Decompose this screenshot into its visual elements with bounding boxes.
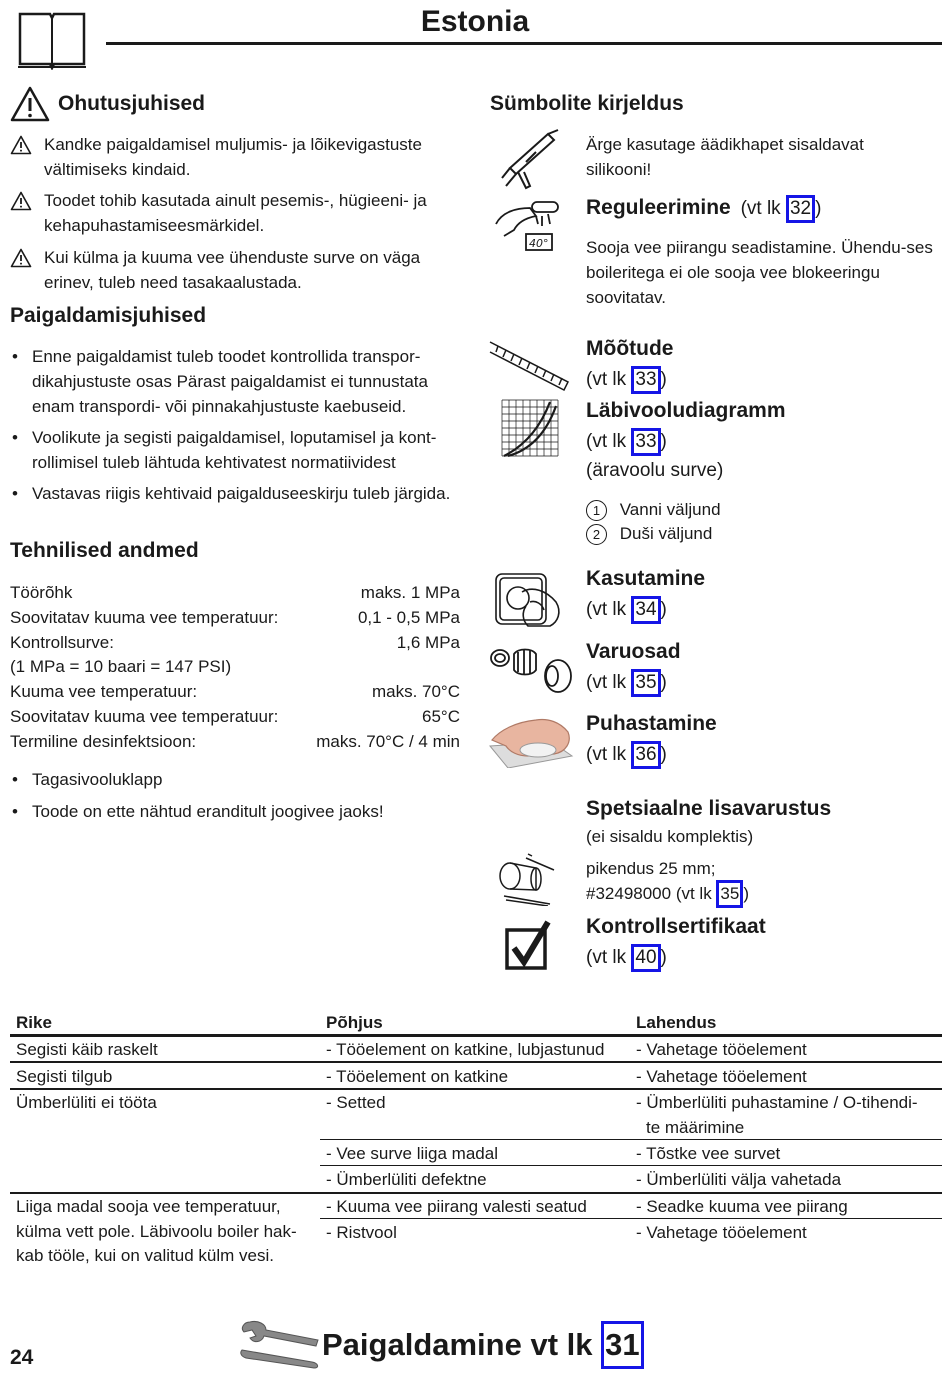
- safety-item-text: Kandke paigaldamisel muljumis- ja lõikevigastuste vältimiseks kindaid.: [44, 135, 422, 179]
- adjust-page-link[interactable]: 32: [786, 195, 815, 223]
- spares-ref-close: ): [660, 672, 667, 693]
- adjust-text: Sooja vee piirangu seadistamine. Ühendu-ses boileritega ei ole sooja vee blokeeringu soovitatav.: [586, 238, 933, 307]
- table-cell: te määrimine: [646, 1118, 745, 1137]
- circled-number-icon: 1: [586, 500, 607, 521]
- tech-bullet-text: Toode on ette nähtud eranditult joogivee jaoks!: [32, 802, 384, 821]
- spec-value: 0,1 - 0,5 MPa: [357, 608, 460, 627]
- certificate-title: Kontrollsertifikaat: [586, 915, 766, 938]
- flow-ref: [586, 428, 667, 456]
- operation-ref-text: (vt lk: [586, 599, 632, 620]
- accessory-page-link[interactable]: 35: [716, 880, 743, 908]
- silicone-warning: Ärge kasutage äädikhapet sisaldavat silikooni!: [586, 135, 864, 179]
- spares-title: Varuosad: [586, 640, 681, 663]
- bullet-icon: •: [12, 428, 18, 447]
- adjust-title: Reguleerimine: [586, 196, 731, 219]
- certificate-ref-text: (vt lk: [586, 947, 632, 968]
- dimensions-page-link[interactable]: 33: [631, 366, 660, 394]
- spec-value: 65°C: [422, 707, 460, 726]
- table-cell: Segisti käib raskelt: [16, 1040, 158, 1059]
- table-cell: - Vahetage tööelement: [636, 1040, 807, 1059]
- spec-value: maks. 70°C / 4 min: [316, 732, 460, 751]
- table-cell: Segisti tilgub: [16, 1067, 113, 1086]
- svg-text:40°: 40°: [529, 237, 549, 250]
- warning-large-icon: [10, 86, 50, 122]
- warning-icon: [10, 135, 32, 155]
- dimensions-ref-text: (vt lk: [586, 369, 632, 390]
- table-cell: - Tööelement on katkine, lubjastunud: [326, 1040, 605, 1059]
- spare-parts-icon: [488, 640, 574, 696]
- spec-row: [10, 654, 460, 679]
- table-header-fault: Rike: [16, 1013, 52, 1032]
- install-item-text: Enne paigaldamist tuleb toodet kontrollida transpor-dikahjustuste osas Pärast paigaldamist ei tunnustata enam transpordi- või pinnakahjustuste kaebuseid.: [32, 347, 428, 416]
- certificate-page-link[interactable]: 40: [631, 944, 660, 972]
- cleaning-page-link[interactable]: 36: [631, 741, 660, 769]
- table-rule: [10, 1061, 942, 1063]
- flow-chart-icon: [500, 398, 560, 458]
- ruler-icon: [488, 338, 570, 394]
- certificate-ref-close: ): [660, 947, 667, 968]
- flow-item-text: Vanni väljund: [619, 500, 721, 519]
- tech-bullet-text: Tagasivooluklapp: [32, 770, 163, 789]
- bullet-icon: •: [12, 484, 18, 503]
- install-reference: [322, 1320, 644, 1370]
- accessory-ref-text: #32498000 (vt lk: [586, 884, 717, 903]
- safety-item-text: Toodet tohib kasutada ainult pesemis-, hügieeni- ja kehapuhastamiseesmärkidel.: [44, 191, 427, 235]
- spec-row: [10, 679, 460, 704]
- adjust-heading: [586, 194, 821, 223]
- symbols-heading: Sümbolite kirjeldus: [490, 92, 684, 115]
- spec-label: (1 MPa = 10 baari = 147 PSI): [10, 657, 232, 676]
- spec-label: Soovitatav kuuma vee temperatuur:: [10, 608, 279, 627]
- caulking-gun-icon: [496, 128, 562, 192]
- spec-label: Soovitatav kuuma vee temperatuur:: [10, 707, 279, 726]
- header-rule: [106, 42, 942, 45]
- spares-ref-text: (vt lk: [586, 672, 632, 693]
- cleaning-hand-icon: [488, 712, 574, 768]
- table-cell: - Seadke kuuma vee piirang: [636, 1197, 848, 1216]
- flow-item: [586, 521, 712, 546]
- bullet-icon: •: [12, 802, 18, 821]
- table-cell: külma vett pole. Läbivoolu boiler hak-: [16, 1222, 297, 1241]
- spec-label: Kontrollsurve:: [10, 633, 114, 652]
- install-page-link[interactable]: 31: [601, 1321, 643, 1369]
- dimensions-ref-close: ): [660, 369, 667, 390]
- safety-heading: Ohutusjuhised: [58, 92, 205, 115]
- table-cell: - Ümberlüliti puhastamine / O-tihendi-: [636, 1093, 918, 1112]
- accessory-title: Spetsiaalne lisavarustus: [586, 797, 832, 820]
- extension-kit-icon: [496, 852, 560, 906]
- table-rule: [320, 1139, 942, 1140]
- spec-value: maks. 1 MPa: [360, 583, 460, 602]
- flow-sub: (äravoolu surve): [586, 460, 724, 481]
- flow-ref-text: (vt lk: [586, 431, 632, 452]
- accessory-line2: [586, 880, 749, 908]
- accessory-line1: pikendus 25 mm;: [586, 859, 716, 878]
- table-header-cause: Põhjus: [326, 1013, 383, 1032]
- spec-row: [10, 580, 460, 605]
- table-cell: - Tõstke vee survet: [636, 1144, 781, 1163]
- spec-label: Töörõhk: [10, 583, 73, 602]
- safety-item-text: Kui külma ja kuuma vee ühenduste surve on väga erinev, tuleb need tasakaalustada.: [44, 248, 421, 292]
- flow-ref-close: ): [660, 431, 667, 452]
- adjust-ref-close: ): [815, 198, 822, 219]
- dimensions-ref: [586, 366, 667, 394]
- operation-ref-close: ): [660, 599, 667, 620]
- spec-label: Kuuma vee temperatuur:: [10, 682, 198, 701]
- install-reference-text: Paigaldamine vt lk: [322, 1327, 602, 1362]
- bullet-icon: •: [12, 770, 18, 789]
- flow-item: [586, 497, 721, 522]
- table-cell: - Vahetage tööelement: [636, 1067, 807, 1086]
- flow-title: Läbivooludiagramm: [586, 399, 786, 422]
- certificate-ref: [586, 944, 667, 972]
- cleaning-ref-text: (vt lk: [586, 744, 632, 765]
- spec-row: [10, 704, 460, 729]
- table-cell: - Ristvool: [326, 1223, 397, 1242]
- spec-row: [10, 729, 460, 754]
- flow-page-link[interactable]: 33: [631, 428, 660, 456]
- accessory-sub: (ei sisaldu komplektis): [586, 827, 754, 846]
- spec-value: maks. 70°C: [371, 682, 460, 701]
- table-cell: - Setted: [326, 1093, 386, 1112]
- cleaning-ref-close: ): [660, 744, 667, 765]
- flow-item-text: Duši väljund: [619, 524, 713, 543]
- table-cell: - Ümberlüliti defektne: [326, 1170, 487, 1189]
- install-item-text: Voolikute ja segisti paigaldamisel, loputamisel ja kont-rollimisel tuleb lähtuda kehtivatest normatiividest: [32, 428, 437, 472]
- table-cell: - Vahetage tööelement: [636, 1223, 807, 1242]
- spec-row: [10, 605, 460, 630]
- install-item-text: Vastavas riigis kehtivaid paigalduseeskirju tuleb järgida.: [32, 484, 451, 503]
- wrench-screwdriver-icon: [240, 1318, 322, 1370]
- bullet-icon: •: [12, 347, 18, 366]
- circled-number-icon: 2: [586, 524, 607, 545]
- spec-label: Termiline desinfektsioon:: [10, 732, 197, 751]
- spec-value: 1,6 MPa: [396, 633, 460, 652]
- operation-ref: [586, 596, 667, 624]
- table-cell: - Kuuma vee piirang valesti seatud: [326, 1197, 587, 1216]
- hand-thermometer-icon: [492, 194, 564, 258]
- warning-icon: [10, 248, 32, 268]
- table-rule: [320, 1218, 942, 1219]
- table-cell: Ümberlüliti ei tööta: [16, 1093, 157, 1112]
- checkbox-checked-icon: [504, 918, 554, 972]
- spares-page-link[interactable]: 35: [631, 669, 660, 697]
- adjust-ref: (vt lk: [740, 198, 786, 219]
- tech-heading: Tehnilised andmed: [10, 539, 199, 562]
- cleaning-ref: [586, 741, 667, 769]
- dimensions-title: Mõõtude: [586, 337, 674, 360]
- table-cell: - Ümberlüliti välja vahetada: [636, 1170, 842, 1189]
- page-number: 24: [10, 1346, 34, 1369]
- table-rule: [320, 1165, 942, 1166]
- install-heading: Paigaldamisjuhised: [10, 304, 207, 327]
- operation-title: Kasutamine: [586, 567, 706, 590]
- spares-ref: [586, 669, 667, 697]
- page-title: Estonia: [420, 5, 530, 38]
- warning-icon: [10, 191, 32, 211]
- hand-handle-icon: [492, 568, 564, 628]
- table-cell: Liiga madal sooja vee temperatuur,: [16, 1197, 281, 1216]
- table-cell: - Vee surve liiga madal: [326, 1144, 498, 1163]
- table-cell: - Tööelement on katkine: [326, 1067, 509, 1086]
- operation-page-link[interactable]: 34: [631, 596, 660, 624]
- table-cell: kab tööle, kui on valitud külm vesi.: [16, 1246, 274, 1265]
- table-header-remedy: Lahendus: [636, 1013, 717, 1032]
- cleaning-title: Puhastamine: [586, 712, 717, 735]
- spec-row: [10, 630, 460, 655]
- accessory-ref-close: ): [743, 884, 750, 903]
